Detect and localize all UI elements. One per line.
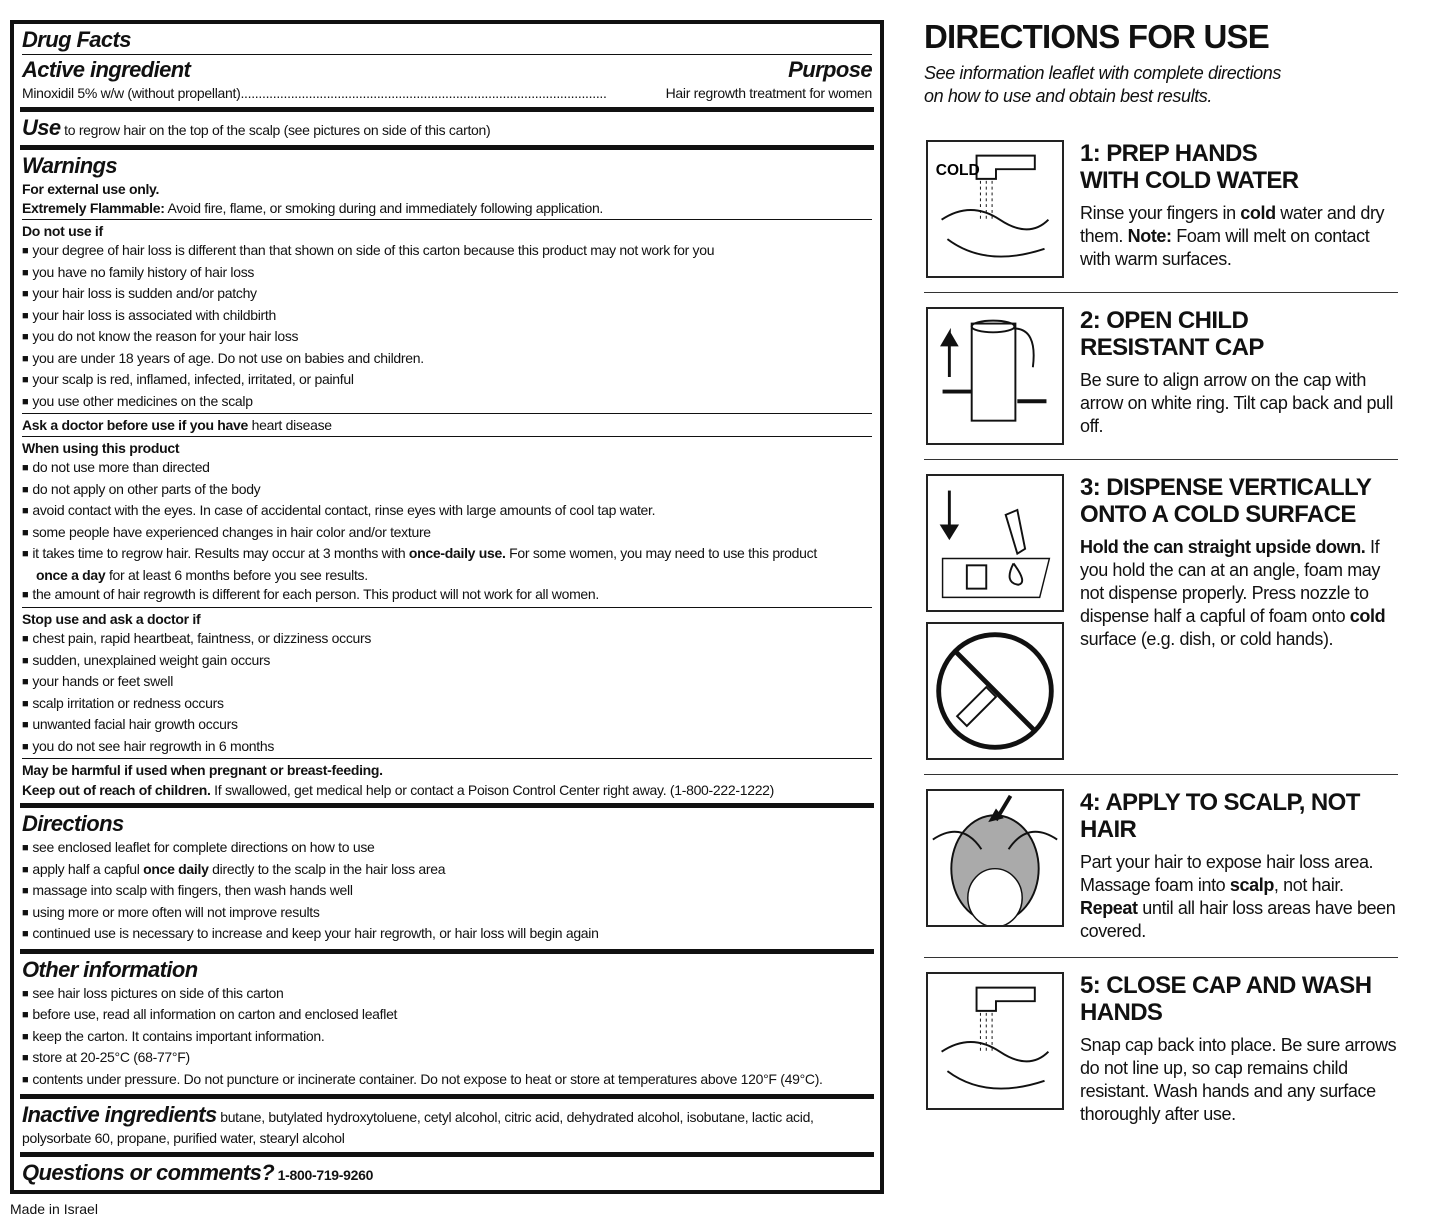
purpose: Hair regrowth treatment for women xyxy=(665,85,872,101)
step-body xyxy=(1080,536,1398,651)
ask-doctor-label: Ask a doctor before use if you have xyxy=(22,417,249,433)
made-in: Made in Israel xyxy=(10,1200,98,1217)
list-item: ■ your degree of hair loss is different than that shown on side of this carton because this product may not work for you xyxy=(22,241,872,263)
use-section xyxy=(20,112,874,150)
directions-for-use-panel xyxy=(924,18,1398,1140)
text-segment: Foam will melt on contact with warm surfaces. xyxy=(1080,226,1370,269)
when-using-heading: When using this product xyxy=(22,439,180,456)
list-item: ■ some people have experienced changes in hair color and/or texture xyxy=(22,523,872,545)
subtitle-line2: on how to use and obtain best results. xyxy=(924,86,1212,106)
other-information-heading: Other information xyxy=(22,956,198,982)
active-ingredient-heading: Active ingredient xyxy=(22,57,191,82)
list-item: ■ continued use is necessary to increase and keep your hair regrowth, or hair loss will begin again xyxy=(22,924,872,946)
text-segment: once-daily use. xyxy=(408,545,506,561)
text-segment: once daily xyxy=(143,860,209,877)
questions-phone: 1-800-719-9260 xyxy=(274,1166,374,1183)
text-segment: Note: xyxy=(1127,226,1172,246)
list-item: ■ avoid contact with the eyes. In case of accidental contact, rinse eyes with large amounts of cool tap water. xyxy=(22,501,872,523)
text-segment: it takes time to regrow hair. Results may occur at 3 months with xyxy=(32,545,409,561)
list-item: ■ using more or more often will not improve results xyxy=(22,903,872,925)
directions-title: DIRECTIONS FOR USE xyxy=(924,18,1269,55)
text-segment: water and dry them. xyxy=(1080,203,1385,246)
list-item: ■ store at 20-25°C (68-77°F) xyxy=(22,1048,872,1070)
external-use: For external use only. xyxy=(22,180,160,197)
step-heading-line2: RESISTANT CAP xyxy=(1080,334,1264,361)
step-heading xyxy=(1080,972,1398,1026)
list-item: ■ massage into scalp with fingers, then wash hands well xyxy=(22,881,872,903)
step-body xyxy=(1080,1034,1398,1126)
text-segment: Rinse your fingers in xyxy=(1080,203,1241,223)
text-segment: apply half a capful xyxy=(32,860,144,877)
list-item: ■ you are under 18 years of age. Do not use on babies and children. xyxy=(22,349,872,371)
list-item: ■ see enclosed leaflet for complete directions on how to use xyxy=(22,838,872,860)
list-item: ■ do not use more than directed xyxy=(22,458,872,480)
flammable-text: Avoid fire, flame, or smoking during and immediately following application. xyxy=(164,200,604,216)
step-body xyxy=(1080,369,1398,438)
active-ingredient-section xyxy=(20,24,874,112)
left-column xyxy=(10,20,884,1218)
text-segment: once a day xyxy=(36,566,106,583)
drug-facts-panel xyxy=(10,20,884,1194)
ingredient: Minoxidil 5% w/w (without propellant)...................................................................................................... xyxy=(22,85,607,101)
list-item: ■ you have no family history of hair loss xyxy=(22,263,872,285)
list-item: ■ your scalp is red, inflamed, infected, irritated, or painful xyxy=(22,370,872,392)
text-segment: Be sure to align arrow on the cap with arrow on white ring. Tilt cap back and pull off. xyxy=(1080,370,1393,436)
text-segment: surface (e.g. dish, or cold hands). xyxy=(1080,629,1334,649)
list-item xyxy=(22,566,872,586)
list-item: ■ chest pain, rapid heartbeat, faintness, or dizziness occurs xyxy=(22,629,872,651)
text-segment: Hold the can straight upside down. xyxy=(1080,537,1366,557)
purpose-heading: Purpose xyxy=(788,57,872,82)
text-segment: , not hair. xyxy=(1273,875,1344,895)
keep-out-label: Keep out of reach of children. xyxy=(22,781,211,798)
step-1 xyxy=(924,126,1398,293)
step-2 xyxy=(924,293,1398,460)
step-heading-line1: 5: CLOSE CAP AND WASH HANDS xyxy=(1080,972,1372,1026)
text-segment: Repeat xyxy=(1080,898,1138,918)
list-item: ■ keep the carton. It contains important information. xyxy=(22,1027,872,1049)
questions-heading: Questions or comments? xyxy=(22,1159,275,1185)
list-item: ■ your hands or feet swell xyxy=(22,672,872,694)
drug-facts-title: Drug Facts xyxy=(22,26,872,55)
step-heading xyxy=(1080,789,1398,843)
pregnant-warning: May be harmful if used when pregnant or breast-feeding. xyxy=(22,762,383,778)
text-segment: Part your hair to expose hair loss area. Massage foam into xyxy=(1080,852,1374,895)
list-item: ■ you do not see hair regrowth in 6 months xyxy=(22,737,872,759)
inactive-heading: Inactive ingredients xyxy=(22,1102,217,1127)
subtitle-line1: See information leaflet with complete directions xyxy=(924,63,1281,83)
list-item: ■ see hair loss pictures on side of this carton xyxy=(22,984,872,1006)
open-cap-icon xyxy=(926,307,1064,445)
directions-heading: Directions xyxy=(22,811,124,836)
text-segment: cold xyxy=(1349,606,1386,626)
step-heading-line1: 1: PREP HANDS xyxy=(1080,140,1258,167)
list-item: ■ the amount of hair regrowth is different for each person. This product will not work for all women. xyxy=(22,585,872,607)
ask-doctor-text: heart disease xyxy=(248,417,332,433)
list-item: ■ you do not know the reason for your hair loss xyxy=(22,327,872,349)
use-text: to regrow hair on the top of the scalp (see pictures on side of this carton) xyxy=(60,121,491,138)
wash-hands-icon xyxy=(926,972,1064,1110)
apply-scalp-icon xyxy=(926,789,1064,927)
directions-section xyxy=(20,808,874,954)
inactive-line1: butane, butylated hydroxytoluene, cetyl alcohol, citric acid, dehydrated alcohol, isobutane, lactic acid, xyxy=(216,1109,814,1125)
step-heading xyxy=(1080,474,1398,528)
faucet-hands-icon xyxy=(926,140,1064,278)
step-heading-line1: 2: OPEN CHILD xyxy=(1080,307,1249,334)
list-item: ■ you use other medicines on the scalp xyxy=(22,392,872,414)
step-3 xyxy=(924,460,1398,775)
step-body xyxy=(1080,851,1398,943)
text-segment: For some women, you may need to use this product xyxy=(505,545,817,561)
use-heading: Use xyxy=(22,114,61,140)
inactive-line2: polysorbate 60, propane, purified water, stearyl alcohol xyxy=(22,1130,345,1146)
step-heading-line1: 4: APPLY TO SCALP, NOT HAIR xyxy=(1080,789,1360,843)
list-item xyxy=(22,544,872,566)
warnings-section xyxy=(20,150,874,809)
step-body xyxy=(1080,202,1398,271)
do-not-use-heading: Do not use if xyxy=(22,222,103,239)
text-segment: If you hold the can at an angle, foam may not dispense properly. Press nozzle to dispense half a capful of foam onto xyxy=(1080,537,1381,626)
inactive-ingredients-section xyxy=(20,1099,874,1157)
text-segment: for at least 6 months before you see results. xyxy=(105,566,368,583)
other-information-section xyxy=(20,954,874,1100)
warnings-heading: Warnings xyxy=(22,152,118,178)
list-item: ■ sudden, unexplained weight gain occurs xyxy=(22,651,872,673)
text-segment: until all hair loss areas have been covered. xyxy=(1080,898,1396,941)
step-5 xyxy=(924,958,1398,1140)
step-heading xyxy=(1080,307,1398,361)
cold-label: COLD xyxy=(935,162,980,180)
list-item: ■ your hair loss is associated with childbirth xyxy=(22,306,872,328)
step-heading-line2: ONTO A COLD SURFACE xyxy=(1080,501,1356,528)
step-heading-line2: WITH COLD WATER xyxy=(1080,167,1299,194)
list-item: ■ do not apply on other parts of the body xyxy=(22,480,872,502)
no-angle-icon xyxy=(926,622,1064,760)
text-segment: directly to the scalp in the hair loss area xyxy=(208,860,446,877)
list-item: ■ scalp irritation or redness occurs xyxy=(22,694,872,716)
keep-out-text: If swallowed, get medical help or contact a Poison Control Center right away. (1-800-222-1222) xyxy=(210,781,775,798)
list-item: ■ your hair loss is sudden and/or patchy xyxy=(22,284,872,306)
list-item: ■ unwanted facial hair growth occurs xyxy=(22,715,872,737)
step-heading-line1: 3: DISPENSE VERTICALLY xyxy=(1080,474,1372,501)
dispense-vertical-icon xyxy=(926,474,1064,612)
list-item: ■ contents under pressure. Do not puncture or incinerate container. Do not expose to heat or store at temperatures above 120°F (49°C). xyxy=(22,1070,872,1092)
stop-use-heading: Stop use and ask a doctor if xyxy=(22,610,201,627)
step-heading xyxy=(1080,140,1398,194)
text-segment: cold xyxy=(1240,203,1276,223)
text-segment: Snap cap back into place. Be sure arrows do not line up, so cap remains child resistant. Wash hands and any surface thoroughly after use. xyxy=(1080,1035,1397,1124)
list-item: ■ before use, read all information on carton and enclosed leaflet xyxy=(22,1005,872,1027)
list-item xyxy=(22,860,872,882)
flammable-label: Extremely Flammable: xyxy=(22,200,165,216)
questions-section xyxy=(20,1157,874,1190)
step-4 xyxy=(924,775,1398,958)
text-segment: scalp xyxy=(1229,875,1274,895)
